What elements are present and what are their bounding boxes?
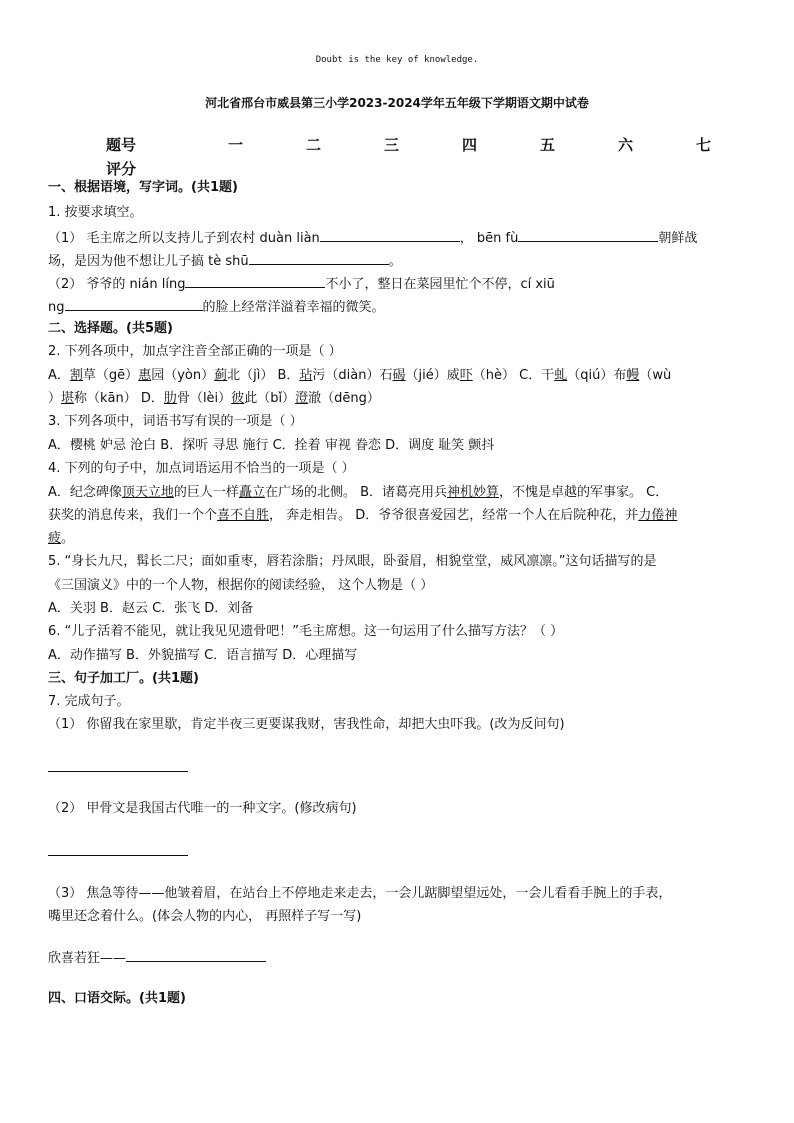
option-text: 称（kān） D． [74,391,164,406]
blank-nianling[interactable] [185,273,325,288]
score-col-1: 一 [228,136,244,154]
q4-term: 喜不自胜 [217,508,270,523]
score-table-row-label: 题号 [106,136,137,154]
dotted-char: 澄 [295,391,309,406]
q4-term: 矗立 [238,485,265,500]
answer-line-2[interactable] [48,855,188,856]
q1-p1-text-e: 。 [388,254,402,269]
q1-p2-text-c: ng [48,300,65,315]
q4-term: 力倦神 [638,508,678,523]
score-col-7: 七 [696,136,712,154]
exam-title: 河北省邢台市威县第三小学2023-2024学年五年级下学期语文期中试卷 [205,96,589,110]
question-5-cont: 《三国演义》中的一个人物，根据你的阅读经验， 这个人物是（ ） [48,578,434,593]
dotted-char: 肋 [163,391,177,406]
q4-text: 在广场的北侧。 B．诸葛亮用兵 [264,485,448,500]
blank-teshu[interactable] [249,250,389,265]
question-7-part-3-answer [48,947,266,969]
question-1-part-2-cont [48,296,385,318]
blank-cixiang[interactable] [65,296,203,311]
question-2-options-cont [48,389,380,409]
score-col-4: 四 [462,136,478,154]
q4-text: ， 奔走相告。 D．爷爷很喜爱园艺，经常一个人在后院种花，并 [269,508,639,523]
blank-benfu[interactable] [518,227,658,242]
dotted-char: 虬 [554,368,568,383]
dotted-char: 彼 [231,391,245,406]
blank-xinxiruokuang[interactable] [126,947,266,962]
score-col-3: 三 [384,136,400,154]
option-text: 园（yòn） [151,368,215,383]
question-4-option-line-1 [48,483,668,503]
section-2-heading: 二、选择题。(共5题) [48,321,173,336]
section-1-heading: 一、根据语境，写字词。(共1题) [48,180,238,195]
dotted-char: 幔 [626,368,640,383]
question-7-part-2: （2） 甲骨文是我国古代唯一的一种文字。(修改病句) [48,801,357,816]
score-table-score-label: 评分 [106,160,137,178]
option-text: 草（gē） [82,368,139,383]
question-7-part-1: （1） 你留我在家里歇，肯定半夜三更要谋我财，害我性命，却把大虫吓我。(改为反问句) [48,717,565,732]
question-5: 5. “身长九尺，髯长二尺；面如重枣，唇若涂脂；丹凤眼，卧蚕眉，相貌堂堂，威风凛凛。”这句话描写的是 [48,554,657,569]
question-5-options: A．关羽 B．赵云 C．张飞 D．刘备 [48,601,254,616]
score-col-2: 二 [306,136,322,154]
dotted-char: 惠 [138,368,152,383]
question-6-options: A．动作描写 B．外貌描写 C．语言描写 D．心理描写 [48,648,358,663]
option-text: （qiú）布 [567,368,627,383]
dotted-char: 割 [69,368,83,383]
q4-text: ，不愧是卓越的军事家。 C． [499,485,669,500]
q4-text: 的巨人一样 [173,485,239,500]
section-4-heading: 四、口语交际。(共1题) [48,991,186,1006]
question-7-part-3: （3） 焦急等待——他皱着眉，在站台上不停地走来走去，一会儿踮脚望望远处，一会儿看看手腕上的手表， [48,886,672,901]
q1-p1-text-c: 朝鲜战 [658,231,698,246]
question-3-options: A．樱桃 妒忌 沧白 B．探听 寻思 施行 C．拴着 审视 眷恋 D．调度 耻笑 颤抖 [48,438,495,453]
question-2-options [48,366,671,386]
option-text: 污（diàn）石 [312,368,393,383]
q1-p2-text-a: （2） 爷爷的 nián líng [48,277,186,292]
question-2: 2. 下列各项中，加点字注音全部正确的一项是（ ） [48,344,342,359]
question-1-part-2 [48,273,555,295]
q1-p2-text-d: 的脸上经常洋溢着幸福的微笑。 [202,300,385,315]
dotted-char: 堪 [61,391,75,406]
option-text: （hè） C．干 [472,368,555,383]
blank-duanlian[interactable] [320,227,460,242]
question-4-option-line-3 [48,529,74,549]
q4-term: 疲 [48,531,62,546]
option-text: （jié）威 [405,368,460,383]
q4-text: 。 [61,531,75,546]
q4-text: A．纪念碑像 [48,485,122,500]
score-col-5: 五 [540,136,556,154]
q7-p3-prompt: 欣喜若狂—— [48,951,127,966]
q1-p1-text-b: ， bēn fù [459,231,519,246]
dotted-char: 碣 [392,368,406,383]
option-text: 澈（dēng） [308,391,380,406]
option-text: 北（jì） B． [227,368,300,383]
q1-p2-text-b: 不小了，整日在菜园里忙个不停，cí xiū [325,277,555,292]
dotted-char: 吓 [459,368,473,383]
q1-p1-text-d: 场，是因为他不想让儿子搞 tè shū [48,254,249,269]
option-text: ） [48,391,62,406]
option-text: 骨（lèi） [176,391,232,406]
question-7: 7. 完成句子。 [48,694,130,709]
score-col-6: 六 [618,136,634,154]
option-text: （wù [639,368,672,383]
option-text: A． [48,368,70,383]
q4-text: 获奖的消息传来，我们一个个 [48,508,218,523]
q1-p1-text-a: （1） 毛主席之所以支持儿子到农村 duàn liàn [48,231,320,246]
answer-line-1[interactable] [48,771,188,772]
question-4: 4. 下列的句子中，加点词语运用不恰当的一项是（ ） [48,461,355,476]
section-3-heading: 三、句子加工厂。(共1题) [48,671,199,686]
question-1: 1. 按要求填空。 [48,205,143,220]
question-4-option-line-2 [48,506,677,526]
dotted-char: 玷 [299,368,313,383]
motto: Doubt is the key of knowledge. [315,55,479,65]
question-7-part-3-cont: 嘴里还念着什么。(体会人物的内心， 再照样子写一写) [48,909,362,924]
question-1-part-1 [48,227,697,249]
question-1-part-1-cont [48,250,402,272]
option-text: 此（bǐ） [244,391,296,406]
dotted-char: 蓟 [214,368,228,383]
question-6: 6. “儿子活着不能见，就让我见见遗骨吧！”毛主席想。这一句运用了什么描写方法？（ ） [48,624,564,639]
question-3: 3. 下列各项中，词语书写有误的一项是（ ） [48,414,303,429]
q4-term: 神机妙算 [447,485,500,500]
q4-term: 顶天立地 [121,485,174,500]
